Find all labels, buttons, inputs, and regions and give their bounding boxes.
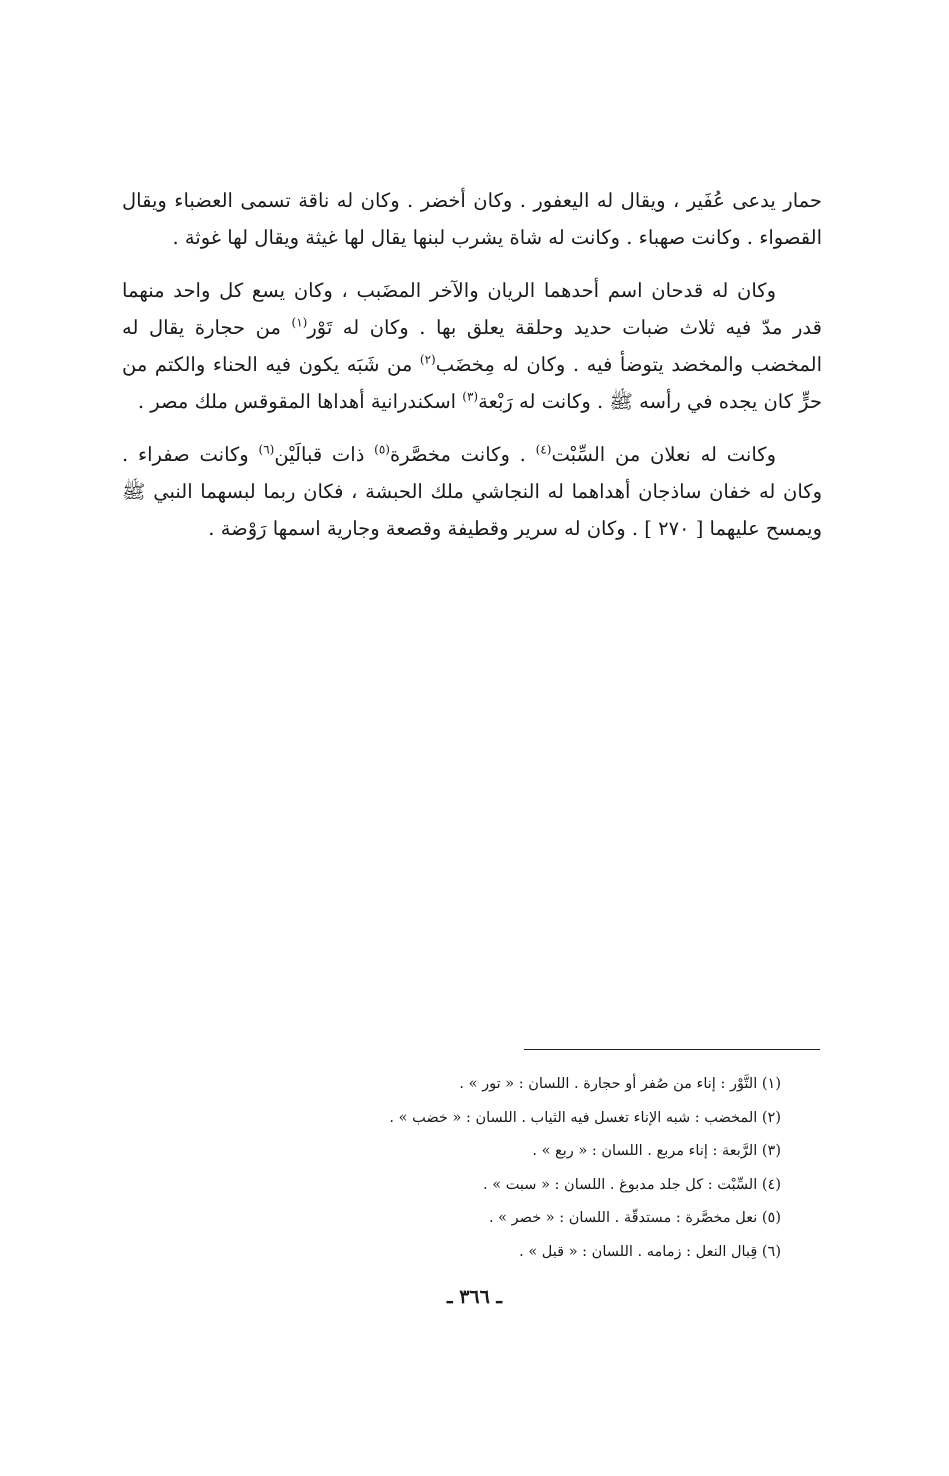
paragraph-2-text-d: اسكندرانية أهداها المقوقس ملك مصر . bbox=[137, 390, 463, 413]
paragraph-2-text-a: وكان له قدحان اسم أحدهما الريان والآخر المضَبب ، وكان يسع كل واحد منهما قدر مدّ فيه ثلاث ضبات حديد وحلقة يعلق بها . وكان له تَوْر bbox=[122, 279, 822, 339]
footnote-ref-6[interactable]: (٦) bbox=[258, 442, 275, 457]
paragraph-3-text-b: . وكانت مخصَّرة bbox=[389, 443, 536, 466]
footnotes-section bbox=[361, 1068, 781, 1269]
footnote-ref-5[interactable]: (٥) bbox=[374, 442, 390, 457]
footnote-ref-2[interactable]: (٢) bbox=[419, 352, 436, 367]
footnote-4: (٤) السِّبْت : كل جلد مدبوغ . اللسان : « سبت » . bbox=[483, 1176, 781, 1193]
paragraph-1-text: حمار يدعى عُفَير ، ويقال له اليعفور . وكان أخضر . وكان له ناقة تسمى العضباء ويقال القصواء . وكانت صهباء . وكانت له شاة يشرب لبنها يقال لها غيثة ويقال لها غوثة . bbox=[122, 189, 822, 249]
paragraph-2-text-b: من حجارة يقال له المخضب والمخضد يتوضأ فيه . وكان له مِخضَب bbox=[122, 316, 822, 376]
footnote-1: (١) التَّوْر : إناء من صُفر أو حجارة . اللسان : « تور » . bbox=[459, 1076, 781, 1092]
paragraph-3-text-a: وكانت له نعلان من السِّبْت bbox=[551, 443, 776, 466]
footnote-6: (٦) قِبال النعل : زمامه . اللسان : « قبل » . bbox=[519, 1243, 781, 1260]
body-text bbox=[122, 182, 822, 563]
page-number: ـ ٣٦٦ ـ bbox=[447, 1286, 502, 1308]
paragraph-3 bbox=[122, 436, 822, 547]
footnote-divider bbox=[524, 1049, 820, 1050]
paragraph-3-text-c: ذات قبالَيْن bbox=[274, 443, 375, 466]
footnote-5: (٥) نعل مخصَّرة : مستدقّة . اللسان : « خصر » . bbox=[488, 1210, 781, 1226]
paragraph-2 bbox=[122, 272, 822, 420]
footnote-ref-3[interactable]: (٣) bbox=[462, 389, 479, 404]
paragraph-3-text-d: وكانت صفراء . وكان له خفان ساذجان أهداهما له النجاشي ملك الحبشة ، فكان ربما لبسهما النبي ﷺ ويمسح عليهما [ ٢٧٠ ] . وكان له سرير وقطيفة وقصعة وجارية اسمها رَوْضة . bbox=[122, 443, 822, 540]
paragraph-1 bbox=[122, 182, 822, 256]
footnote-ref-4[interactable]: (٤) bbox=[535, 442, 552, 457]
footnote-2: (٢) المخضب : شبه الإناء تغسل فيه الثياب . اللسان : « خضب » . bbox=[389, 1109, 781, 1126]
footnote-3: (٣) الرَّبعة : إناء مربع . اللسان : « ربع » . bbox=[532, 1143, 781, 1159]
footnote-ref-1[interactable]: (١) bbox=[291, 315, 308, 330]
paragraph-2-text-c: من شَبَه يكون فيه الحناء والكتم من حرٍّ كان يجده في رأسه ﷺ . وكانت له رَبْعة bbox=[122, 353, 822, 413]
